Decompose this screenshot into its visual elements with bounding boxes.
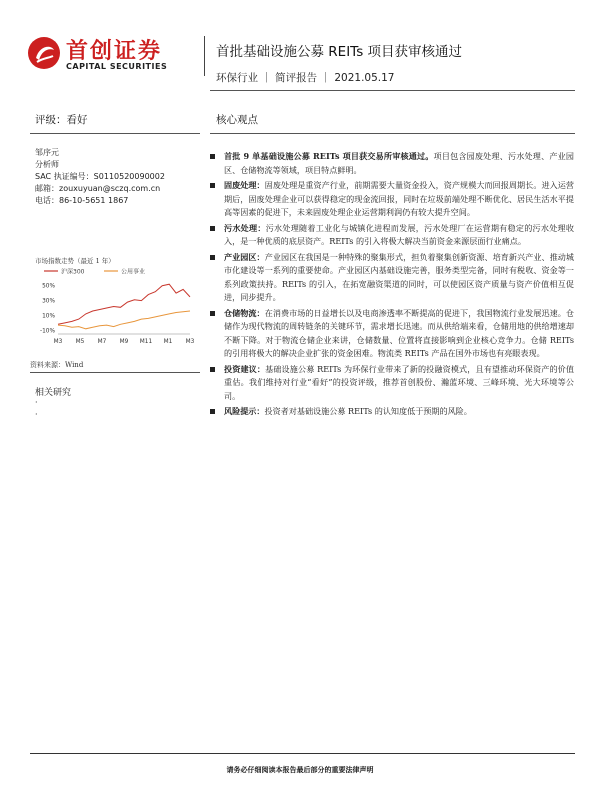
series-line [58,284,190,324]
analyst-sac: SAC 执证编号：S0110520090002 [35,172,165,181]
bullet-square-icon [210,183,215,188]
core-views-title: 核心观点 [216,114,258,126]
bullet-item [224,222,574,249]
header-rule [210,90,575,91]
header-divider [204,36,205,76]
bullet-body: 在消费市场的日益增长以及电商渗透率不断提高的促进下，我国物流行业发展迅速。仓储作为现代物流的周转链条的关键环节，需求增长迅速。而从供给端来看，仓储用地的供给增速却不断下降。对于物流仓储企业来讲，仓储数量、位置将直接影响到企业核心竞争力。仓储 REITs 的引用将极大的解决企业扩张的资金困难。物流类 REITs 产品在国外市场也有亮眼表现。 [224,307,574,358]
bullet-item [224,405,574,419]
bullet-body: 固废处理是重资产行业，前期需要大量资金投入，资产规模大而回报周期长。进入运营期后，固废处理企业可以获得稳定的现金流回报，同时在垃圾前端处理不断优化、居民生活水平提高等因素的促进下，未来固废处理企业运营期利润仍有较大提升空间。 [224,180,574,217]
report-title: 首批基础设施公募 REITs 项目获审核通过 [216,44,463,60]
rating-rule [30,133,200,134]
logo-text-cn: 首创证券 [66,39,163,64]
x-tick-label: M5 [75,339,85,345]
y-tick-label: 50% [42,283,55,290]
core-views-list [224,150,574,421]
bullet-head: 首批 9 单基础设施公募 REITs 项目获交易所审核通过。 [224,151,434,161]
y-tick-label: 10% [42,313,55,320]
related-research-title: 相关研究 [35,388,72,398]
legend-label: 公用事业 [121,268,146,276]
bullet-head: 固废处理： [224,180,265,190]
analyst-email: 邮箱：zouxuyuan@sczq.com.cn [35,184,161,193]
logo-mark-icon [27,36,61,70]
analyst-phone: 电话：86-10-5651 1867 [35,196,129,205]
bullet-square-icon [210,409,215,414]
bullet-body: 产业园区在我国是一种特殊的聚集形式，担负着聚集创新资源、培育新兴产业、推动城市化建设等一系列的重要使命。产业园区内基础设施完善，服务类型完备，同时有税收、资金等一系列政策扶持。REITs 的引入，在拓宽融资渠道的同时，可以使园区资产质量与资产价值相互促进，同步提升。 [224,251,574,302]
bullet-body: 投资者对基础设施公募 REITs 的认知度低于预期的风险。 [264,406,472,416]
footer-disclaimer: 请务必仔细阅读本报告最后部分的重要法律声明 [226,765,374,774]
bullet-body: 污水处理随着工业化与城镇化进程而发展，污水处理厂在运营期有稳定的污水处理收入，是一种优质的底层资产。REITs 的引入将极大解决当前资金来源层面行业痛点。 [224,222,574,246]
bullet-item [224,363,574,404]
market-index-chart [30,262,200,352]
bullet-body: 基础设施公募 REITs 为环保行业带来了新的投融资模式，且有望推动环保资产的价值重估。我们维持对行业“看好”的投资评级，推荐首创股份、瀚蓝环境、三峰环境、光大环境等公司。 [224,363,574,401]
rating-label: 评级：看好 [35,114,88,126]
logo-text-en: CAPITAL SECURITIES [66,62,168,71]
bullet-item [224,150,574,177]
x-tick-label: M9 [119,339,129,345]
chart-source: 资料来源：Wind [30,361,84,369]
bullet-item [224,251,574,305]
bullet-head: 产业园区： [224,251,265,262]
x-tick-label: M3 [185,339,195,345]
bullet-head: 污水处理： [224,222,266,233]
bullet-head: 仓储物流： [224,307,265,318]
bullet-head: 投资建议： [224,363,266,374]
analyst-info [35,147,205,207]
bullet-item [224,307,574,361]
bullet-square-icon [210,226,215,231]
bullet-head: 风险提示： [224,406,265,416]
bullet-item [224,179,574,220]
footer-rule [30,753,575,754]
analyst-role: 分析师 [35,160,59,169]
x-tick-label: M3 [53,339,63,345]
x-tick-label: M7 [97,339,107,345]
chart-rule [30,372,200,373]
analyst-name: 邹序元 [35,148,59,157]
x-tick-label: M1 [163,339,173,345]
core-views-rule [210,133,575,134]
y-tick-label: 30% [42,298,55,305]
bullet-square-icon [210,255,215,260]
bullet-body: 项目包含园废处理、污水处理、产业园区、仓储物流等领域，项目特点鲜明。 [224,151,574,175]
report-meta: 环保行业 ｜ 简评报告 ｜ 2021.05.17 [216,72,395,84]
bullet-square-icon [210,154,215,159]
bullet-square-icon [210,311,215,316]
related-item: · [35,410,38,419]
y-tick-label: -10% [40,328,55,335]
bullet-square-icon [210,367,215,372]
related-item: · [35,398,38,407]
chart-title: 市场指数走势（最近 1 年） [35,257,115,265]
legend-label: 沪深300 [61,268,85,276]
x-tick-label: M11 [139,339,153,345]
